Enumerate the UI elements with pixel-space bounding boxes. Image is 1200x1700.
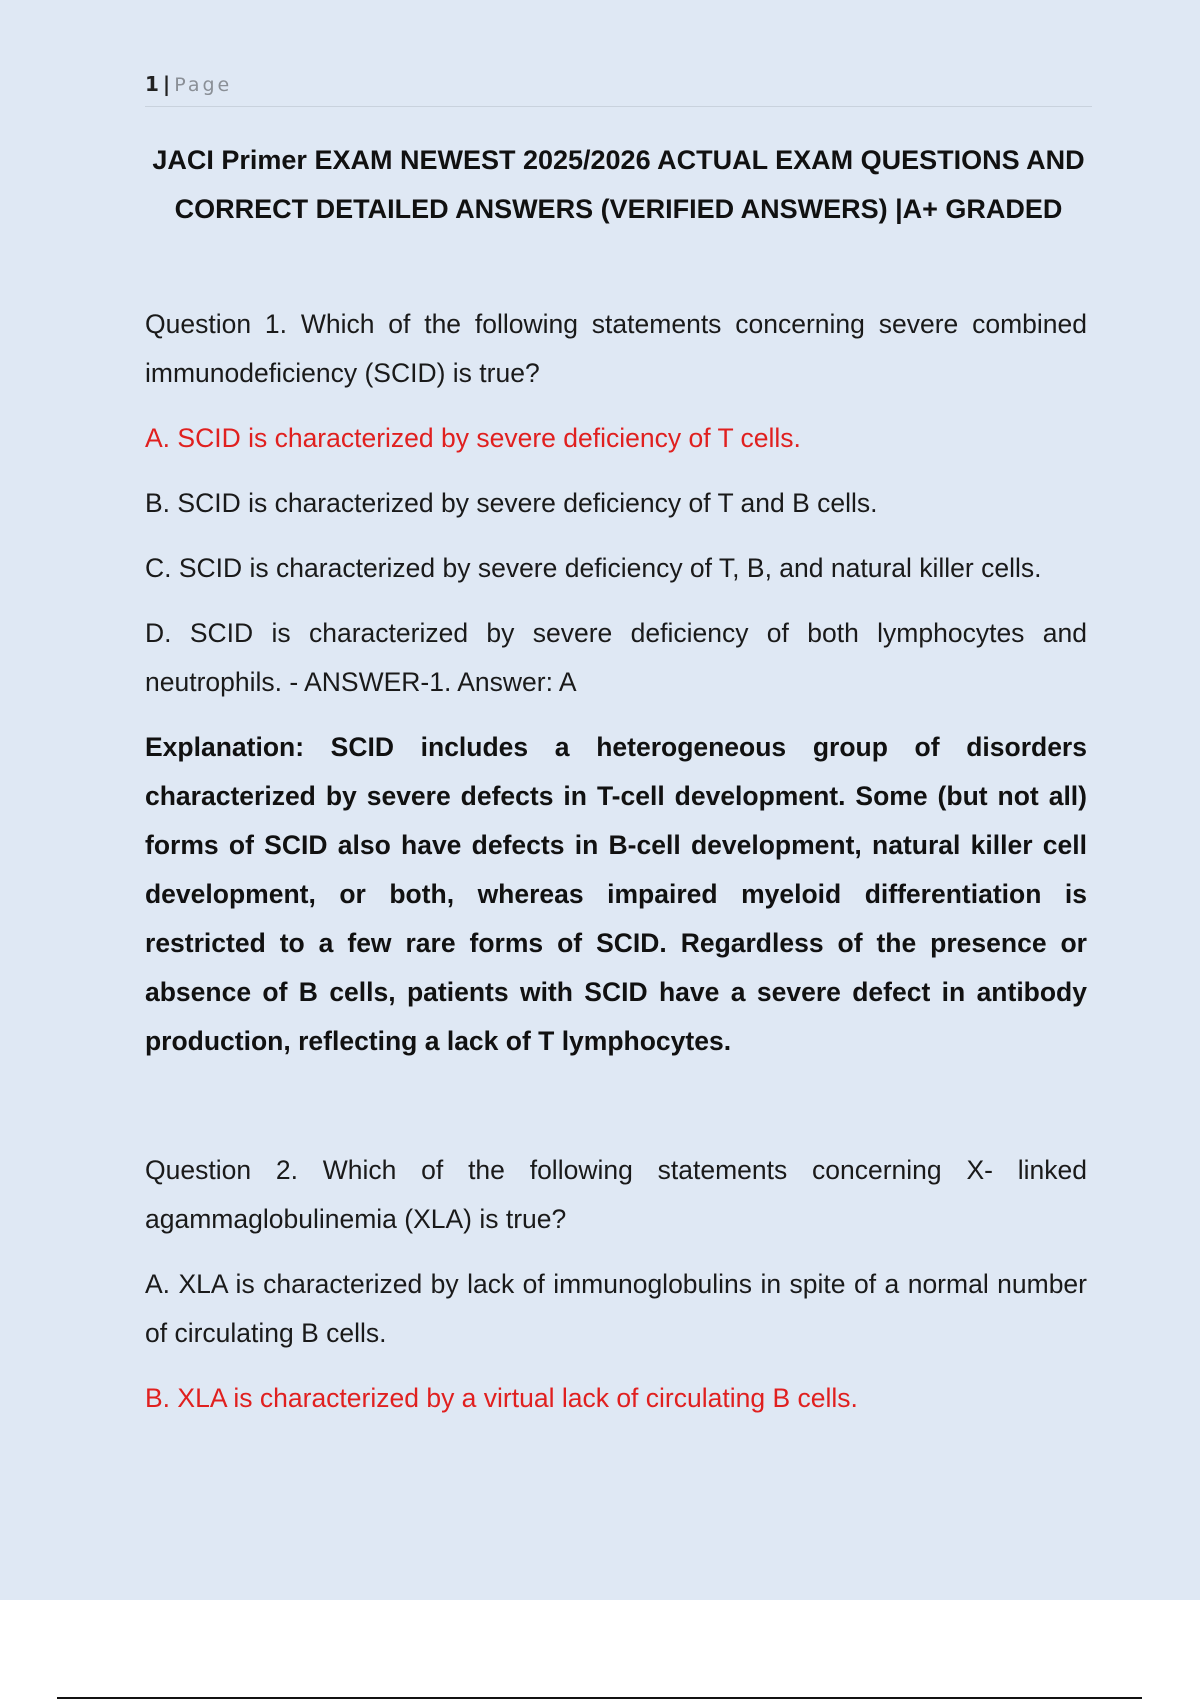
page-label: Page xyxy=(174,74,233,96)
question-1-option-a: A. SCID is characterized by severe deficiency of T cells. xyxy=(145,423,801,453)
question-1-explanation: Explanation: SCID includes a heterogeneous group of disorders characterized by severe defects in T-cell development. Some (but not all) forms of SCID also have defects in B-cell development, natural killer cell development, or both, whereas impaired myeloid differentiation is restricted to a few rare forms of SCID. Regardless of the presence or absence of B cells, patients with SCID have a severe defect in antibody production, reflecting a lack of T lymphocytes. xyxy=(145,732,1087,1056)
document-body xyxy=(145,300,1087,1439)
document-title: JACI Primer EXAM NEWEST 2025/2026 ACTUAL EXAM QUESTIONS AND CORRECT DETAILED ANSWERS (VERIFIED ANSWERS) |A+ GRADED xyxy=(152,145,1085,224)
page-header xyxy=(145,72,1092,107)
question-2-option-a: A. XLA is characterized by lack of immunoglobulins in spite of a normal number of circulating B cells. xyxy=(145,1269,1087,1348)
question-2-option-b: B. XLA is characterized by a virtual lack of circulating B cells. xyxy=(145,1383,858,1413)
page-separator: | xyxy=(162,72,171,96)
question-1-option-d: D. SCID is characterized by severe deficiency of both lymphocytes and neutrophils. - ANSWER-1. Answer: A xyxy=(145,618,1087,697)
section-spacer xyxy=(145,1082,1087,1146)
question-1-option-c: C. SCID is characterized by severe deficiency of T, B, and natural killer cells. xyxy=(145,553,1042,583)
question-1-option-b: B. SCID is characterized by severe deficiency of T and B cells. xyxy=(145,488,878,518)
question-2-text: Question 2. Which of the following statements concerning X- linked agammaglobulinemia (XLA) is true? xyxy=(145,1155,1087,1234)
footer-divider xyxy=(57,1697,1142,1699)
question-1-text: Question 1. Which of the following statements concerning severe combined immunodeficiency (SCID) is true? xyxy=(145,309,1087,388)
page-number: 1 xyxy=(145,72,159,96)
